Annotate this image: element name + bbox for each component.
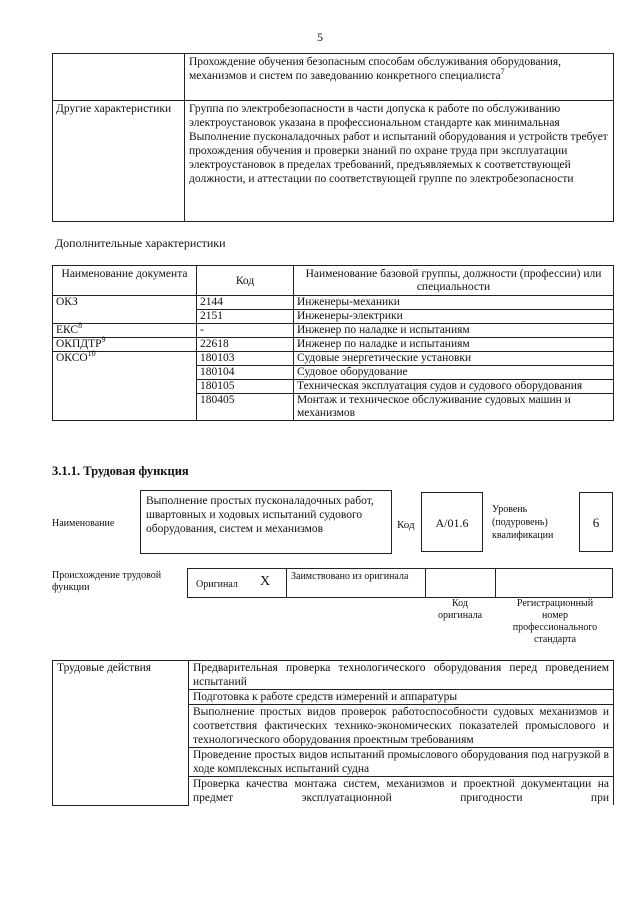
function-code-box: A/01.6 [421, 492, 483, 552]
name-label: Наименование [52, 518, 115, 529]
table-cell-doc [53, 335, 197, 352]
footnote-ref: 8 [78, 321, 83, 331]
labor-actions-table [52, 660, 614, 806]
table-cell [185, 54, 614, 101]
borrowed-label: Заимствовано из оригинала [291, 571, 409, 582]
table-cell-name: Судовое оборудование [294, 366, 614, 380]
origin-code-cell [425, 568, 496, 598]
table-cell-name: Инженеры-электрики [294, 310, 614, 324]
table-row [53, 324, 614, 338]
labor-action-item: Проверка качества монтажа систем, механизмов и проектной документации на предмет эксплуатационной пригодности при [189, 777, 614, 806]
electrical-safety-text: Группа по электробезопасности в части допуска к работе по обслуживанию электроустановок указана в профессиональном стандарте как минимальная [189, 103, 561, 129]
page-number: 5 [317, 30, 323, 44]
other-characteristics-label: Другие характеристики [53, 101, 185, 222]
table-cell-code: 2144 [197, 296, 294, 310]
table-cell-code: 180103 [197, 352, 294, 366]
characteristics-table [52, 53, 614, 222]
original-mark: X [260, 574, 271, 589]
table-cell-doc [53, 321, 197, 338]
table-row [53, 101, 614, 222]
labor-actions-label: Трудовые действия [53, 661, 189, 806]
function-name-box: Выполнение простых пусконаладочных работ, швартовных и ходовых испытаний судового оборудования, систем и механизмов [140, 490, 392, 554]
origin-label: Происхождение трудовой функции [52, 570, 162, 593]
table-cell-name: Судовые энергетические установки [294, 352, 614, 366]
table-cell-name: Инженеры-механики [294, 296, 614, 310]
labor-action-item: Проведение простых видов испытаний промыслового оборудования под нагрузкой в ходе комплексных испытаний судна [189, 748, 614, 777]
additional-characteristics-label: Дополнительные характеристики [55, 236, 226, 250]
doc-name: ОКСО [56, 352, 88, 364]
column-header: Код [197, 266, 294, 296]
table-cell-name: Инженер по наладке и испытаниям [294, 324, 614, 338]
table-header-row [53, 266, 614, 296]
reg-number-cell [495, 568, 613, 598]
table-cell-code: - [197, 324, 294, 338]
doc-name: ЕКС [56, 324, 79, 336]
labor-action-item: Выполнение простых видов проверок работоспособности судовых механизмов и соответствия фактических технико-экономических показателей промыслового и технологического оборудования проектным требованиям [189, 705, 614, 748]
reg-number-label: Регистрационный номер профессионального стандарта [512, 598, 598, 645]
table-row [53, 661, 614, 690]
table-cell-code: 22618 [197, 338, 294, 352]
original-label: Оригинал [196, 579, 238, 590]
footnote-ref: 9 [101, 335, 106, 345]
origin-code-label: Код оригинала [437, 598, 483, 621]
table-cell-code: 180405 [197, 394, 294, 421]
original-cell [187, 568, 287, 598]
table-cell-name: Инженер по наладке и испытаниям [294, 338, 614, 352]
commissioning-text: Выполнение пусконаладочных работ и испытаний оборудования и устройств требует прохождения обучения и проверки знаний по охране труда при эксплуатации электроустановок в пределах требований, предъявляемых к соответствующей должности, и аттестации по соответствующей группе по электробезопасности [189, 131, 608, 185]
table-cell-doc [53, 349, 197, 421]
training-text: Прохождение обучения безопасным способам обслуживания оборудования, механизмов и систем по заведованию конкретного специалиста [189, 56, 562, 82]
column-header: Наименование базовой группы, должности (профессии) или специальности [294, 266, 614, 296]
labor-action-item: Подготовка к работе средств измерений и аппаратуры [189, 690, 614, 705]
qualification-level-box: 6 [579, 492, 613, 552]
table-row [53, 352, 614, 366]
labor-action-item: Предварительная проверка технологического оборудования перед проведением испытаний [189, 661, 614, 690]
footnote-ref: 10 [87, 349, 96, 359]
doc-name: ОКПДТР [56, 338, 102, 350]
borrowed-cell [286, 568, 426, 598]
table-cell-name: Монтаж и техническое обслуживание судовых машин и механизмов [294, 394, 614, 421]
column-header: Наименование документа [53, 266, 197, 296]
code-label: Код [397, 519, 415, 531]
table-cell-doc [53, 296, 197, 324]
table-cell-empty [53, 54, 185, 101]
table-cell-name: Техническая эксплуатация судов и судового оборудования [294, 380, 614, 394]
footnote-ref: 7 [500, 67, 505, 77]
table-row [53, 338, 614, 352]
table-row [53, 54, 614, 101]
additional-characteristics-table [52, 265, 614, 421]
function-heading: 3.1.1. Трудовая функция [52, 464, 189, 478]
qualification-level-label: Уровень (подуровень) квалификации [492, 504, 554, 541]
table-cell-code: 180105 [197, 380, 294, 394]
table-row [53, 296, 614, 310]
doc-name: ОКЗ [56, 296, 78, 308]
table-cell-code: 2151 [197, 310, 294, 324]
table-cell [185, 101, 614, 222]
table-cell-code: 180104 [197, 366, 294, 380]
